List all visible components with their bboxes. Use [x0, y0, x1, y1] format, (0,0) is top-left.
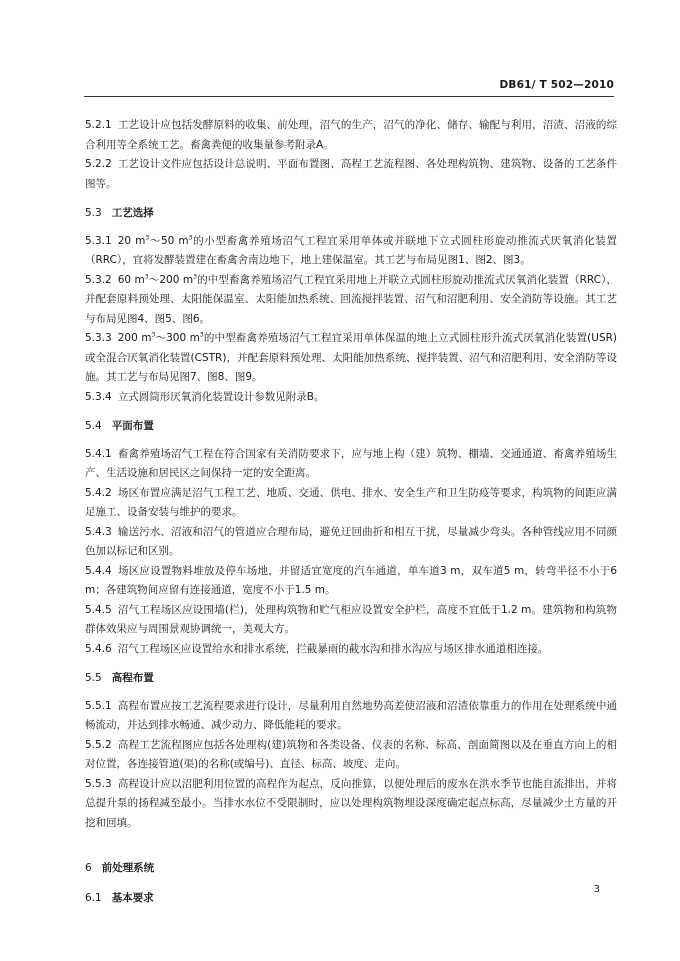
- superscript: 3: [188, 234, 193, 241]
- clause-number: 5.2.2: [85, 158, 112, 170]
- superscript: 3: [193, 273, 197, 280]
- clause-text: 工艺设计文件应包括设计总说明、平面布置图、高程工艺流程图、各处理构筑物、建筑物、设备的工艺条件图等。: [85, 158, 617, 190]
- section-heading: [85, 889, 617, 909]
- header-rule: [84, 96, 614, 97]
- clause-number: 5.5.3: [85, 777, 112, 790]
- clause-paragraph: [85, 640, 617, 660]
- section-heading: [85, 669, 617, 689]
- clause-number: 5.4: [85, 420, 102, 432]
- clause-text: 高程设计应以沼肥利用位置的高程作为起点，反向推算，以便处理后的废水在洪水季节也能自流排出，并将总提升泵的扬程减至最小。当排水水位不受限制时，应以处理构筑物埋设深度确定起点标高，尽量减少土方量的开挖和回填。: [85, 777, 617, 829]
- clause-paragraph: [85, 601, 617, 640]
- chapter-heading: [85, 859, 617, 879]
- clause-number: 5.4.1: [85, 447, 112, 460]
- clause-number: 5.3: [85, 207, 102, 219]
- clause-paragraph: [85, 155, 617, 194]
- clause-text-start: 20 m: [117, 234, 146, 247]
- clause-number: 5.3.3: [85, 332, 112, 344]
- document-body: [85, 116, 617, 916]
- heading-text: 前处理系统: [101, 862, 155, 874]
- clause-number: 6: [85, 862, 92, 874]
- heading-text: 高程布置: [111, 672, 154, 684]
- heading-text: 工艺选择: [111, 207, 154, 219]
- clause-text: 沼气工程场区应设围墙(栏)，处理构筑物和贮气柜应设置安全护栏，高度不宜低于1.2 m。建筑物和构筑物群体效果应与周围景观协调统一，美观大方。: [85, 603, 617, 635]
- superscript: 3: [199, 331, 204, 339]
- clause-number: 6.1: [85, 891, 102, 904]
- clause-text: 工艺设计应包括发酵原料的收集、前处理，沼气的生产，沼气的净化、储存、输配与利用，沼渣、沼液的综合利用等全系统工艺。畜禽粪便的收集量参考附录A。: [85, 119, 617, 151]
- clause-number: 5.5.2: [85, 738, 112, 751]
- heading-text: 基本要求: [111, 891, 154, 904]
- clause-text-range: ～300 m: [155, 332, 200, 344]
- clause-text-start: 200 m: [117, 332, 152, 344]
- clause-paragraph: [85, 523, 617, 562]
- clause-paragraph: [85, 775, 617, 834]
- section-heading: [85, 204, 617, 224]
- clause-text: 场区应设置物料堆放及停车场地，并留适宜宽度的汽车通道，单车道3 m，双车道5 m，转弯半径不小于6 m；各建筑物间应留有连接通道，宽度不小于1.5 m。: [85, 564, 617, 596]
- clause-number: 5.2.1: [85, 119, 112, 131]
- clause-text: 的中型畜禽养殖场沼气工程宜采用单体保温的地上立式圆柱形升流式厌氧消化装置(USR)或全混合厌氧消化装置(CSTR)，并配套原料预处理、太阳能加热系统、搅拌装置、沼气和沼肥利用、安全消防等设施。其工艺与布局见图7、图8、图9。: [85, 332, 618, 383]
- superscript: 3: [151, 331, 156, 339]
- clause-text-range: ～200 m: [148, 273, 194, 286]
- clause-number: 5.4.6: [85, 642, 112, 655]
- heading-text: 平面布置: [111, 420, 154, 432]
- clause-text: 立式圆筒形厌氧消化装置设计参数见附录B。: [117, 390, 325, 403]
- clause-text: 高程工艺流程图应包括各处理构(建)筑物和各类设备、仪表的名称、标高、剖面简图以及在垂直方向上的相对位置，各连接管道(渠)的名称(或编号)、直径、标高、坡度、走向。: [85, 738, 617, 770]
- clause-paragraph: [85, 271, 617, 330]
- clause-number: 5.4.3: [85, 525, 112, 538]
- superscript: 3: [145, 234, 150, 241]
- clause-number: 5.3.2: [85, 273, 112, 286]
- clause-paragraph: [85, 697, 617, 736]
- clause-text: 畜禽养殖场沼气工程在符合国家有关消防要求下，应与地上构（建）筑物、棚墙、交通通道、畜禽养殖场生产、生活设施和居民区之间保持一定的安全距离。: [85, 447, 617, 479]
- clause-paragraph: [85, 736, 617, 775]
- clause-number: 5.5: [85, 672, 102, 684]
- clause-paragraph: [85, 445, 617, 484]
- clause-paragraph: [85, 232, 617, 271]
- clause-paragraph: [85, 388, 617, 408]
- page-number: 3: [593, 884, 600, 895]
- clause-text-start: 60 m: [117, 273, 145, 286]
- clause-paragraph: [85, 484, 617, 523]
- clause-number: 5.5.1: [85, 699, 112, 712]
- clause-text: 的中型畜禽养殖场沼气工程宜采用地上并联立式圆柱形旋动推流式厌氧消化装置（RRC），并配套原料预处理、太阳能保温室、太阳能加热系统、回流搅拌装置、沼气和沼肥利用、安全消防等设施。其工艺与布局见图4、图5、图6。: [85, 273, 618, 325]
- clause-text: 输送污水、沼液和沼气的管道应合理布局，避免迂回曲折和相互干扰，尽量减少弯头。各种管线应用不同颜色加以标记和区别。: [85, 525, 617, 557]
- clause-number: 5.4.5: [85, 603, 112, 616]
- clause-number: 5.3.1: [85, 234, 112, 247]
- superscript: 3: [144, 273, 149, 280]
- document-code: DB61/ T 502—2010: [499, 79, 614, 91]
- clause-number: 5.4.2: [85, 486, 112, 499]
- clause-text: 场区布置应满足沼气工程工艺、地质、交通、供电、排水、安全生产和卫生防疫等要求，构筑物的间距应满足施工、设备安装与维护的要求。: [85, 486, 617, 518]
- clause-paragraph: [85, 329, 617, 388]
- clause-paragraph: [85, 562, 617, 601]
- clause-paragraph: [85, 116, 617, 155]
- clause-text: 的小型畜禽养殖场沼气工程宜采用单体或并联地下立式圆柱形旋动推流式厌氧消化装置（RRC），宜将发酵装置建在畜禽舍南边地下，地上建保温室。其工艺与布局见图1、图2、图3。: [85, 234, 617, 266]
- clause-number: 5.3.4: [85, 390, 112, 403]
- clause-text: 沼气工程场区应设置给水和排水系统，拦截暴雨的截水沟和排水沟应与场区排水通道相连接。: [117, 642, 549, 655]
- section-heading: [85, 417, 617, 437]
- clause-text: 高程布置应按工艺流程要求进行设计，尽量利用自然地势高差使沼液和沼渣依靠重力的作用在处理系统中通畅流动，并达到排水畅通、减少动力、降低能耗的要求。: [85, 699, 617, 731]
- clause-text-range: ～50 m: [149, 234, 189, 247]
- clause-number: 5.4.4: [85, 564, 112, 577]
